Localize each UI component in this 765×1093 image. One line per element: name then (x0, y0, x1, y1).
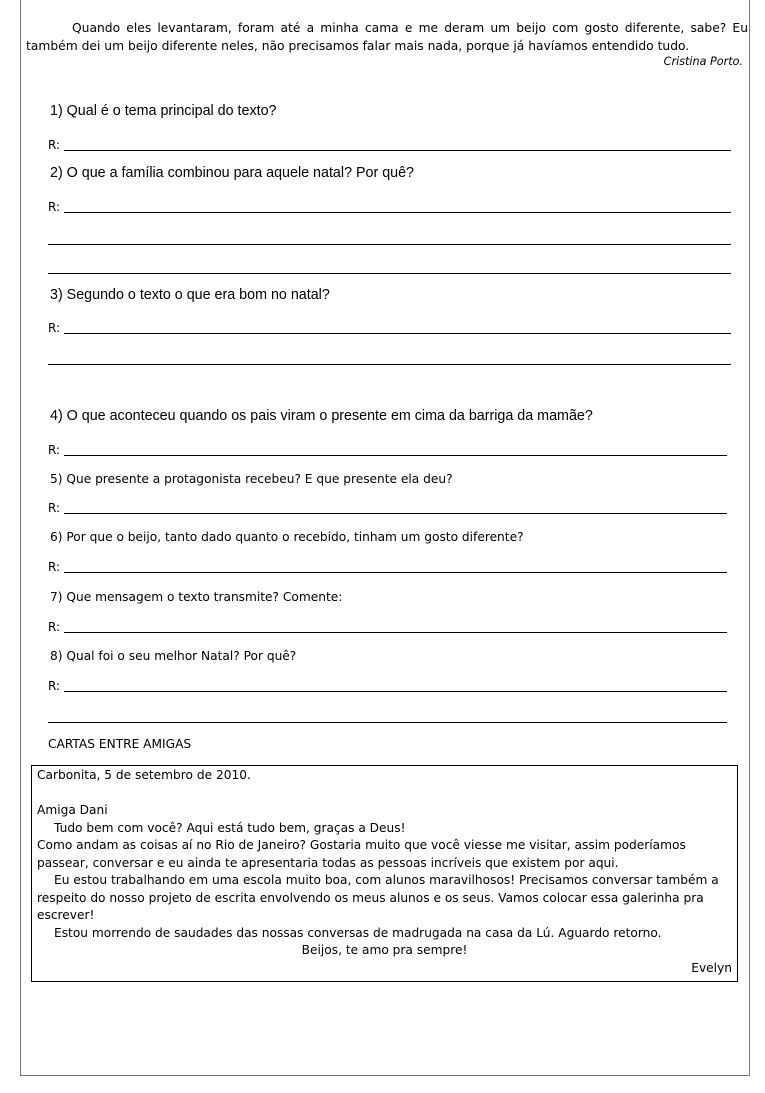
question-4: 4) O que aconteceu quando os pais viram o presente em cima da barriga da mamãe? (50, 408, 593, 424)
answer-field-8[interactable] (48, 679, 727, 693)
answer-field-7[interactable] (48, 620, 727, 634)
answer-line-3b[interactable] (48, 364, 731, 365)
answer-field-1[interactable] (48, 138, 731, 152)
question-8: 8) Qual foi o seu melhor Natal? Por quê? (50, 649, 297, 663)
letter-paragraph-2: Como andam as coisas aí no Rio de Janeiro? Gostaria muito que você viesse me visitar, assim poderíamos passear, conversar e eu ainda te apresentaria todas as pessoas incríveis que existem por aqui. (37, 838, 686, 870)
story-author: Cristina Porto. (663, 55, 743, 68)
question-6: 6) Por que o beijo, tanto dado quanto o recebido, tinham um gosto diferente? (50, 530, 524, 544)
answer-line (64, 333, 731, 334)
letter-spacer (37, 785, 732, 803)
answer-prefix: R: (48, 443, 61, 457)
answer-line (64, 513, 727, 514)
answer-field-4[interactable] (48, 443, 727, 457)
answer-line-2b[interactable] (48, 244, 731, 245)
letter-date: Carbonita, 5 de setembro de 2010. (37, 768, 251, 782)
answer-line-8b[interactable] (48, 722, 727, 723)
answer-line (64, 632, 727, 633)
question-5: 5) Que presente a protagonista recebeu? E que presente ela deu? (50, 472, 453, 486)
section-title: CARTAS ENTRE AMIGAS (48, 737, 192, 751)
letter-box (31, 765, 738, 982)
answer-field-6[interactable] (48, 560, 727, 574)
answer-prefix: R: (48, 200, 61, 214)
letter-paragraph-4: Estou morrendo de saudades das nossas conversas de madrugada na casa da Lú. Aguardo retorno. (54, 925, 662, 940)
story-excerpt (26, 19, 748, 55)
answer-line (64, 212, 731, 213)
letter-greeting: Amiga Dani (37, 803, 108, 817)
answer-prefix: R: (48, 501, 61, 515)
story-paragraph: Quando eles levantaram, foram até a minha cama e me deram um beijo com gosto diferente, sabe? Eu também dei um beijo diferente neles, não precisamos falar mais nada, porque já havíamos entendido tudo. (26, 21, 748, 53)
question-3: 3) Segundo o texto o que era bom no natal? (50, 287, 330, 303)
answer-line (64, 572, 727, 573)
answer-line (64, 150, 731, 151)
answer-prefix: R: (48, 620, 61, 634)
answer-line-2c[interactable] (48, 273, 731, 274)
answer-prefix: R: (48, 679, 61, 693)
question-1: 1) Qual é o tema principal do texto? (50, 103, 277, 119)
letter-paragraph-3: Eu estou trabalhando em uma escola muito boa, com alunos maravilhosos! Precisamos conversar também a respeito do nosso projeto de escrita envolvendo os meus alunos e os seus. Vamos colocar essa galerinha pra escrever! (37, 873, 719, 922)
answer-field-3[interactable] (48, 321, 731, 335)
letter-paragraph-1: Tudo bem com você? Aqui está tudo bem, graças a Deus! (54, 820, 406, 835)
answer-field-2[interactable] (48, 200, 731, 214)
letter-closing: Beijos, te amo pra sempre! (301, 943, 468, 957)
answer-field-5[interactable] (48, 501, 727, 515)
answer-prefix: R: (48, 138, 61, 152)
letter-signature: Evelyn (691, 960, 732, 975)
question-2: 2) O que a família combinou para aquele natal? Por quê? (50, 165, 415, 181)
question-7: 7) Que mensagem o texto transmite? Comente: (50, 590, 343, 604)
answer-prefix: R: (48, 321, 61, 335)
answer-prefix: R: (48, 560, 61, 574)
answer-line (64, 691, 727, 692)
answer-line (64, 455, 727, 456)
